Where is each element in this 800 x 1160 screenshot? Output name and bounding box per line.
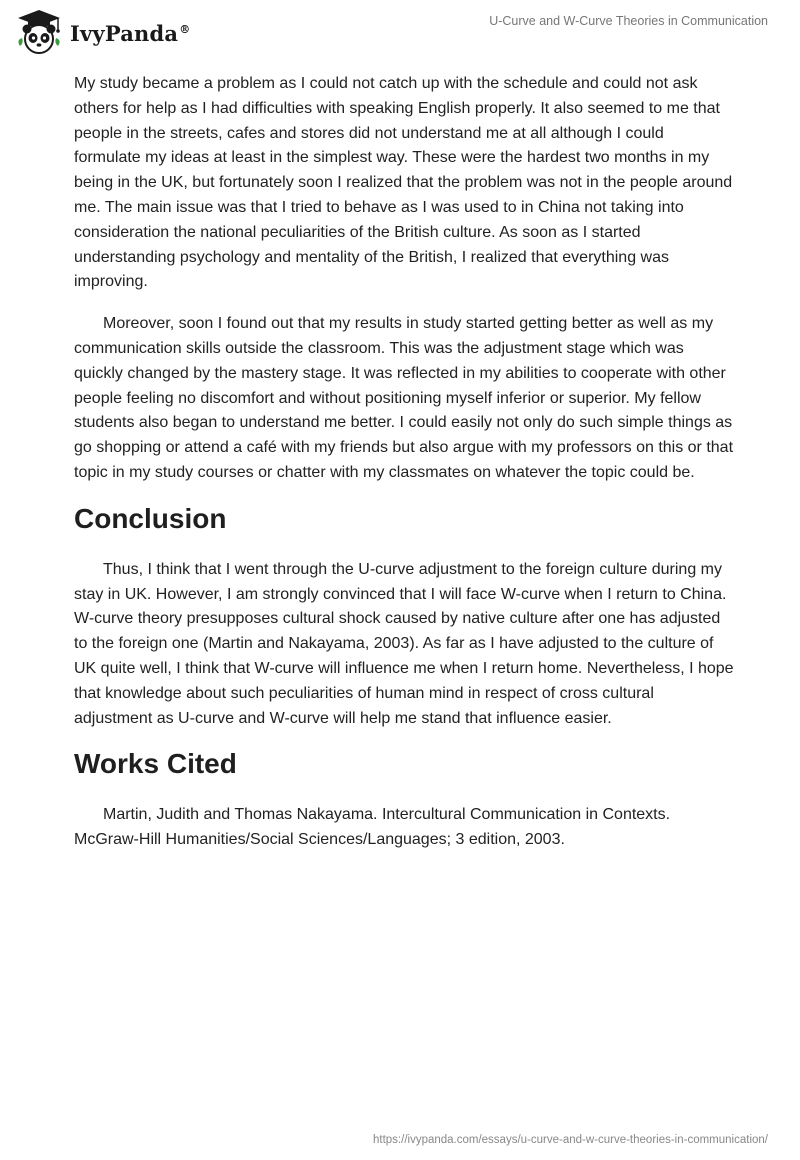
citation-entry: Martin, Judith and Thomas Nakayama. Intercultural Communication in Contexts. McGraw-Hill Humanities/Social Sciences/Languages; 3 edition, 2003. [74,806,671,849]
panda-graduation-cap-icon [14,8,64,58]
works-cited-heading: Works Cited [74,748,237,780]
document-title: U-Curve and W-Curve Theories in Communication [489,14,768,28]
essay-content [74,72,734,853]
conclusion-heading: Conclusion [74,502,227,534]
body-paragraph: Moreover, soon I found out that my results in study started getting better as well as my communication skills outside the classroom. This was the adjustment stage which was quickly changed by the mastery stage. It was reflected in my abilities to cooperate with other people feeling no discomfort and without positioning myself inferior or superior. My fellow students also began to understand me better. I could easily not only do such simple things as go shopping or attend a café with my friends but also argue with my professors on this or that topic in my study courses or chatter with my classmates on whatever the topic could be. [74,315,734,481]
source-url[interactable]: https://ivypanda.com/essays/u-curve-and-w-curve-theories-in-communication/ [373,1134,768,1146]
conclusion-paragraph: Thus, I think that I went through the U-curve adjustment to the foreign culture during my stay in UK. However, I am strongly convinced that I will face W-curve when I return to China. W-curve theory presupposes cultural shock caused by native culture after one has adjusted to the foreign one (Martin and Nakayama, 2003). As far as I have adjusted to the culture of UK quite well, I think that W-curve will influence me when I return home. Nevertheless, I hope that knowledge about such peculiarities of human mind in respect of cross cultural adjustment as U-curve and W-curve will help me stand that influence easier. [74,560,734,727]
body-paragraph: My study became a problem as I could not catch up with the schedule and could not ask others for help as I had difficulties with speaking English properly. It also seemed to me that people in the streets, cafes and stores did not understand me at all although I could formulate my ideas at least in the simplest way. These were the hardest two months in my being in the UK, but fortunately soon I realized that the problem was not in the people around me. The main issue was that I tried to behave as I was used to in China not taking into consideration the national peculiarities of the British culture. As soon as I started understanding psychology and mentality of the British, I realized that everything was improving. [74,75,733,291]
page-header [0,0,800,60]
brand-name: IvyPanda® [70,20,191,46]
brand-logo[interactable] [14,8,190,58]
